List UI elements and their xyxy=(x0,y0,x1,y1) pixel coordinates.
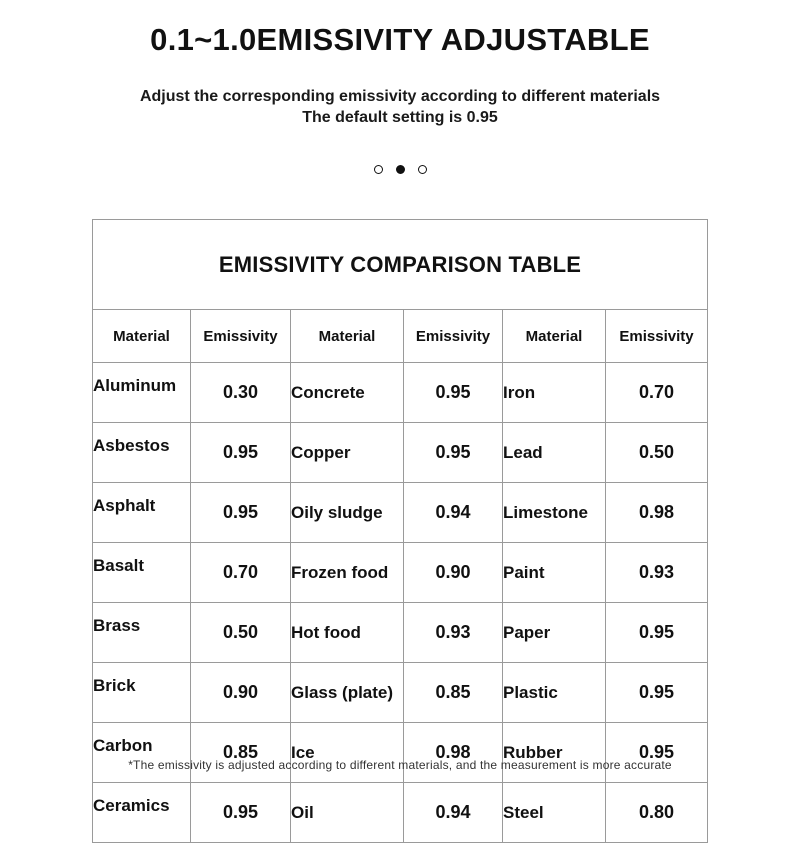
emissivity-cell: 0.95 xyxy=(404,423,503,483)
material-cell: Oil xyxy=(291,783,404,843)
emissivity-cell: 0.70 xyxy=(191,543,291,603)
material-cell: Hot food xyxy=(291,603,404,663)
emissivity-cell: 0.94 xyxy=(404,483,503,543)
material-cell: Rubber xyxy=(503,723,606,783)
table-header-row xyxy=(93,310,708,363)
emissivity-cell: 0.98 xyxy=(606,483,708,543)
subtitle-line-1: Adjust the corresponding emissivity according to different materials xyxy=(139,88,661,105)
table-row xyxy=(93,663,708,723)
material-cell: Basalt xyxy=(93,543,191,603)
table-row xyxy=(93,543,708,603)
table-row xyxy=(93,723,708,783)
material-cell: Plastic xyxy=(503,663,606,723)
emissivity-cell: 0.50 xyxy=(191,603,291,663)
emissivity-cell: 0.70 xyxy=(606,363,708,423)
emissivity-cell: 0.50 xyxy=(606,423,708,483)
emissivity-cell: 0.30 xyxy=(191,363,291,423)
carousel-dot-2-active[interactable] xyxy=(396,165,405,174)
material-cell: Steel xyxy=(503,783,606,843)
emissivity-cell: 0.85 xyxy=(191,723,291,783)
table-title: EMISSIVITY COMPARISON TABLE xyxy=(93,220,708,310)
column-header: Material xyxy=(93,310,191,363)
material-cell: Brass xyxy=(93,603,191,663)
material-cell: Asbestos xyxy=(93,423,191,483)
material-cell: Paper xyxy=(503,603,606,663)
material-cell: Copper xyxy=(291,423,404,483)
emissivity-cell: 0.95 xyxy=(191,483,291,543)
footnote: *The emissivity is adjusted according to different materials, and the measurement is more accurate xyxy=(128,758,672,772)
emissivity-cell: 0.98 xyxy=(404,723,503,783)
emissivity-cell: 0.95 xyxy=(404,363,503,423)
material-cell: Ice xyxy=(291,723,404,783)
column-header: Emissivity xyxy=(191,310,291,363)
material-cell: Concrete xyxy=(291,363,404,423)
table-row xyxy=(93,423,708,483)
emissivity-cell: 0.95 xyxy=(606,663,708,723)
emissivity-cell: 0.80 xyxy=(606,783,708,843)
emissivity-cell: 0.95 xyxy=(606,603,708,663)
emissivity-table xyxy=(92,219,708,843)
emissivity-cell: 0.90 xyxy=(191,663,291,723)
emissivity-cell: 0.95 xyxy=(606,723,708,783)
column-header: Material xyxy=(291,310,404,363)
material-cell: Carbon xyxy=(93,723,191,783)
material-cell: Paint xyxy=(503,543,606,603)
column-header: Emissivity xyxy=(606,310,708,363)
emissivity-cell: 0.95 xyxy=(191,423,291,483)
material-cell: Frozen food xyxy=(291,543,404,603)
emissivity-cell: 0.85 xyxy=(404,663,503,723)
carousel-dot-1[interactable] xyxy=(374,165,383,174)
subtitle-line-2: The default setting is 0.95 xyxy=(302,109,498,126)
material-cell: Aluminum xyxy=(93,363,191,423)
carousel-dot-3[interactable] xyxy=(418,165,427,174)
material-cell: Limestone xyxy=(503,483,606,543)
table-row xyxy=(93,483,708,543)
material-cell: Oily sludge xyxy=(291,483,404,543)
column-header: Material xyxy=(503,310,606,363)
carousel-indicator xyxy=(0,165,800,174)
emissivity-cell: 0.90 xyxy=(404,543,503,603)
material-cell: Asphalt xyxy=(93,483,191,543)
material-cell: Ceramics xyxy=(93,783,191,843)
page-title: 0.1~1.0EMISSIVITY ADJUSTABLE xyxy=(150,22,650,57)
table-row xyxy=(93,603,708,663)
material-cell: Iron xyxy=(503,363,606,423)
table-row xyxy=(93,783,708,843)
emissivity-cell: 0.95 xyxy=(191,783,291,843)
table-row xyxy=(93,363,708,423)
material-cell: Brick xyxy=(93,663,191,723)
material-cell: Lead xyxy=(503,423,606,483)
emissivity-cell: 0.93 xyxy=(404,603,503,663)
emissivity-cell: 0.93 xyxy=(606,543,708,603)
emissivity-cell: 0.94 xyxy=(404,783,503,843)
column-header: Emissivity xyxy=(404,310,503,363)
material-cell: Glass (plate) xyxy=(291,663,404,723)
